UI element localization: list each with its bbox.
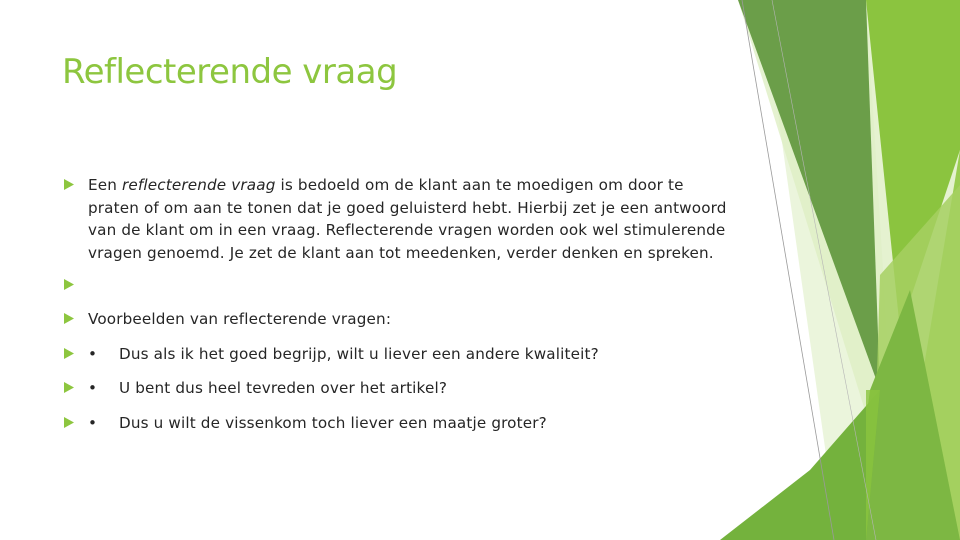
- arrow-bullet-icon: [64, 179, 74, 190]
- example-item: [88, 343, 734, 366]
- example-text: Dus u wilt de vissenkom toch liever een maatje groter?: [119, 413, 547, 432]
- bullet-example: [64, 343, 734, 366]
- arrow-bullet-icon: [64, 279, 74, 290]
- examples-heading: Voorbeelden van reflecterende vragen:: [88, 310, 392, 328]
- example-item: [88, 377, 734, 400]
- intro-rest: is bedoeld om de klant aan te moedigen om door te praten of om aan te tonen dat je goed geluisterd hebt. Hierbij zet je een antwoord van de klant om in een vraag. Reflecterende vragen worden ook wel stimulerende vragen genoemd. Je zet de klant aan tot meedenken, verder denken en spreken.: [88, 176, 727, 262]
- arrow-bullet-icon: [64, 348, 74, 359]
- slide-title: Reflecterende vraag: [62, 52, 398, 92]
- bullet-examples-heading: [64, 308, 734, 331]
- bullet-example: [64, 412, 734, 435]
- bullet-example: [64, 377, 734, 400]
- sub-bullet-dot: •: [88, 379, 98, 397]
- intro-emphasis: reflecterende vraag: [122, 176, 276, 194]
- arrow-bullet-icon: [64, 382, 74, 393]
- sub-bullet-dot: •: [88, 413, 98, 432]
- example-text: U bent dus heel tevreden over het artikel?: [119, 379, 448, 397]
- arrow-bullet-icon: [64, 417, 74, 428]
- bullet-empty: [64, 274, 734, 296]
- arrow-bullet-icon: [64, 313, 74, 324]
- example-text: Dus als ik het goed begrijp, wilt u liever een andere kwaliteit?: [119, 344, 599, 363]
- sub-bullet-dot: •: [88, 344, 98, 363]
- bullet-intro: [64, 174, 734, 264]
- intro-paragraph: [88, 174, 734, 264]
- bullet-list: [64, 174, 734, 446]
- example-item: [88, 412, 734, 435]
- intro-prefix: Een: [88, 176, 122, 194]
